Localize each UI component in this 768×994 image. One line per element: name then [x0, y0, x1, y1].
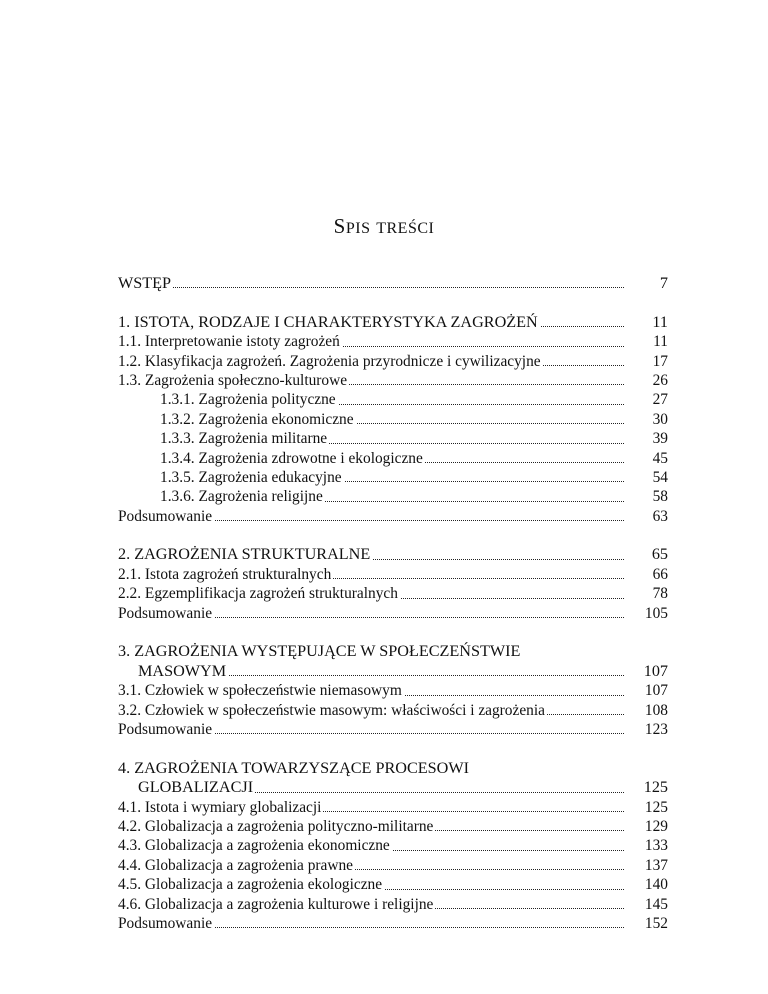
toc-entry-label: Podsumowanie [118, 604, 213, 622]
toc-entry-page: 58 [652, 488, 668, 506]
toc-entry [118, 798, 668, 817]
toc-entry-label: Podsumowanie [118, 720, 213, 738]
toc-entry [118, 313, 668, 332]
toc-entry-text [118, 313, 624, 332]
toc-entry [118, 681, 668, 700]
toc-entry-text [118, 914, 624, 933]
toc-entry-page: 17 [652, 352, 668, 370]
toc-entry-label: 2.2. Egzemplifikacja zagrożeń strukturalnych [118, 585, 398, 603]
toc-entry-page: 54 [652, 468, 668, 486]
toc-entry-label: 3.1. Człowiek w społeczeństwie niemasowym [118, 682, 402, 700]
toc-entry-label: 4.3. Globalizacja a zagrożenia ekonomiczne [118, 837, 390, 855]
toc-entry [118, 274, 668, 293]
toc-entry-label: 1.3.1. Zagrożenia polityczne [160, 391, 336, 409]
toc-entry-text [118, 371, 624, 390]
dot-leader [118, 287, 624, 288]
toc-entry [118, 507, 668, 526]
toc-entry-label: 1.3.2. Zagrożenia ekonomiczne [160, 410, 354, 428]
title-initial: S [333, 214, 346, 238]
toc-entry [118, 449, 668, 468]
toc-entry-page: 27 [652, 391, 668, 409]
toc-entry-page: 66 [652, 565, 668, 583]
toc-entry-label: 4.5. Globalizacja a zagrożenia ekologiczne [118, 876, 383, 894]
toc-entry [118, 701, 668, 720]
toc-entry-text [118, 332, 624, 351]
toc-entry [118, 332, 668, 351]
toc-entry-text [118, 720, 624, 739]
toc-entry-page: 45 [652, 449, 668, 467]
toc-entry-page: 26 [652, 371, 668, 389]
toc-entry-page: 11 [653, 333, 668, 351]
section-spacer [118, 623, 668, 642]
toc-entry-label: WSTĘP [118, 274, 172, 292]
toc-entry-page: 152 [644, 914, 668, 932]
toc-entry-page: 105 [644, 604, 668, 622]
toc-entry-text [118, 274, 624, 293]
toc-entry [118, 875, 668, 894]
toc-entry-text [118, 759, 624, 778]
toc-entry-label: 1.1. Interpretowanie istoty zagrożeń [118, 333, 340, 351]
toc-entry-text [118, 798, 624, 817]
toc-entry [118, 914, 668, 933]
toc-entry-label: 1.3. Zagrożenia społeczno-kulturowe [118, 371, 348, 389]
toc-entry-label: 1.3.6. Zagrożenia religijne [160, 488, 323, 506]
toc-entry [118, 487, 668, 506]
toc-entry-label: GLOBALIZACJI [138, 778, 254, 797]
toc-entry-page: 107 [643, 661, 668, 680]
toc-entry-label: MASOWYM [138, 661, 227, 680]
title-word-1: PIS [345, 220, 371, 237]
toc-entry-text [160, 449, 624, 468]
toc-entry-text [118, 895, 624, 914]
toc-entry-page: 137 [644, 856, 668, 874]
toc-entry [118, 390, 668, 409]
toc-entry-label: 1.3.4. Zagrożenia zdrowotne i ekologiczne [160, 449, 423, 467]
toc-entry-label: 4.4. Globalizacja a zagrożenia prawne [118, 856, 354, 874]
toc-entry-text [118, 584, 624, 603]
page-title [0, 214, 768, 239]
toc-entry-page: 78 [652, 585, 668, 603]
toc-entry-page: 129 [644, 817, 668, 835]
toc-entry [118, 642, 668, 661]
toc-entry-label: 1. ISTOTA, RODZAJE I CHARAKTERYSTYKA ZAGROŻEŃ [118, 312, 538, 331]
toc-entry-text [160, 390, 624, 409]
toc-entry [118, 895, 668, 914]
toc-entry-label: 1.2. Klasyfikacja zagrożeń. Zagrożenia przyrodnicze i cywilizacyjne [118, 352, 541, 370]
toc-entry-page: 11 [652, 312, 668, 331]
toc-entry [118, 817, 668, 836]
table-of-contents [118, 274, 668, 933]
toc-entry-text [118, 875, 624, 894]
toc-entry-page: 65 [651, 545, 668, 564]
toc-entry-text [118, 856, 624, 875]
toc-entry-page: 125 [643, 778, 668, 797]
toc-entry-text [118, 836, 624, 855]
toc-entry-text [118, 642, 624, 661]
toc-entry [118, 836, 668, 855]
toc-entry [118, 410, 668, 429]
toc-entry-text [160, 468, 624, 487]
toc-entry-text [118, 681, 624, 700]
toc-entry [118, 720, 668, 739]
toc-entry-label: 4.6. Globalizacja a zagrożenia kulturowe i religijne [118, 895, 434, 913]
toc-entry [118, 604, 668, 623]
toc-entry-label: Podsumowanie [118, 507, 213, 525]
toc-entry-label: 3.2. Człowiek w społeczeństwie masowym: właściwości i zagrożenia [118, 701, 545, 719]
toc-entry-page: 125 [644, 798, 668, 816]
toc-entry-page: 108 [644, 701, 668, 719]
toc-entry-text [138, 778, 624, 797]
toc-entry [118, 662, 668, 681]
toc-entry [118, 429, 668, 448]
toc-entry-label: Podsumowanie [118, 914, 213, 932]
toc-entry-label: 4.2. Globalizacja a zagrożenia polityczno-militarne [118, 817, 434, 835]
toc-entry-text [118, 604, 624, 623]
toc-entry-page: 7 [659, 274, 668, 292]
toc-entry-text [160, 410, 624, 429]
toc-entry-label: 1.3.3. Zagrożenia militarne [160, 430, 328, 448]
toc-entry-page: 133 [644, 837, 668, 855]
toc-entry-label: 1.3.5. Zagrożenia edukacyjne [160, 468, 342, 486]
toc-entry [118, 778, 668, 797]
toc-entry-page: 123 [644, 720, 668, 738]
toc-entry-text [160, 487, 624, 506]
toc-entry [118, 352, 668, 371]
section-spacer [118, 526, 668, 545]
toc-entry-text [118, 507, 624, 526]
toc-entry-label: 4. ZAGROŻENIA TOWARZYSZĄCE PROCESOWI [118, 758, 470, 777]
toc-entry [118, 565, 668, 584]
toc-entry-page: 39 [652, 430, 668, 448]
toc-entry-page: 107 [644, 682, 668, 700]
toc-entry [118, 371, 668, 390]
title-word-2: TREŚCI [376, 220, 435, 237]
toc-entry-label: 2.1. Istota zagrożeń strukturalnych [118, 565, 332, 583]
toc-entry-page: 140 [644, 876, 668, 894]
toc-entry [118, 584, 668, 603]
toc-entry-text [118, 352, 624, 371]
toc-entry [118, 468, 668, 487]
toc-entry-text [118, 701, 624, 720]
toc-entry [118, 856, 668, 875]
toc-entry-text [118, 565, 624, 584]
toc-entry-label: 3. ZAGROŻENIA WYSTĘPUJĄCE W SPOŁECZEŃSTWIE [118, 642, 521, 661]
toc-entry-page: 30 [652, 410, 668, 428]
toc-entry-text [118, 817, 624, 836]
toc-entry-text [118, 545, 624, 564]
toc-entry [118, 545, 668, 564]
toc-entry-label: 2. ZAGROŻENIA STRUKTURALNE [118, 545, 371, 564]
section-spacer [118, 739, 668, 758]
toc-entry-page: 63 [652, 507, 668, 525]
toc-entry [118, 759, 668, 778]
section-spacer [118, 293, 668, 312]
toc-entry-page: 145 [644, 895, 668, 913]
toc-entry-label: 4.1. Istota i wymiary globalizacji [118, 798, 322, 816]
toc-entry-text [160, 429, 624, 448]
toc-entry-text [138, 662, 624, 681]
